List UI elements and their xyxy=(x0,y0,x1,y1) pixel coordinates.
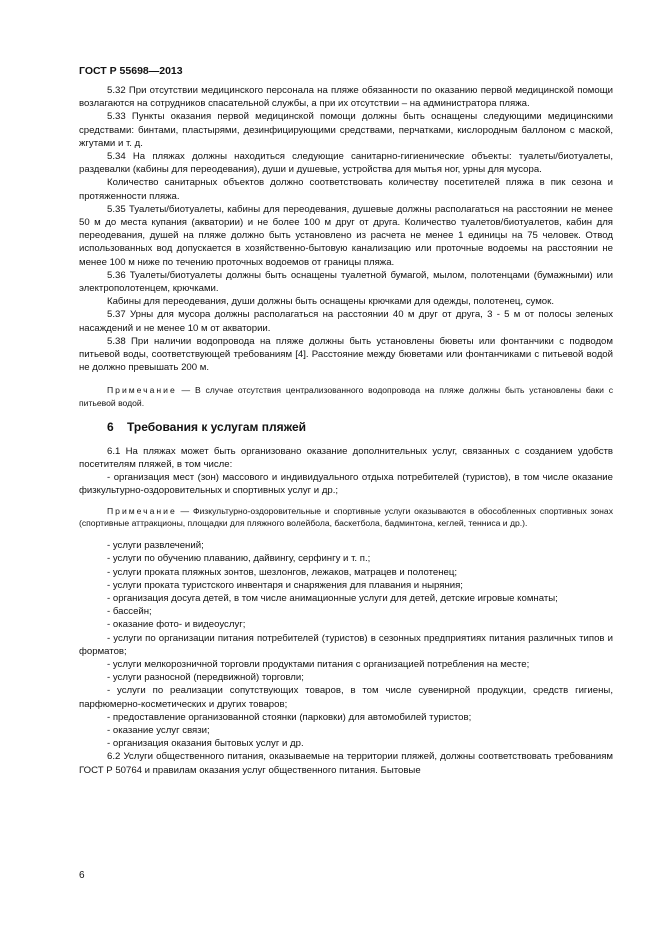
paragraph-5-33: 5.33 Пункты оказания первой медицинской помощи должны быть оснащены следующими медицинскими средствами: бинтами, пластырями, дезинфицирующими средствами, перчатками, кислородным баллоном с маской, жгутами и т. д. xyxy=(79,111,613,149)
list-item: - услуги разносной (передвижной) торговли; xyxy=(107,672,304,684)
list-item: - предоставление организованной стоянки (парковки) для автомобилей туристов; xyxy=(107,711,472,723)
list-item: - услуги развлечений; xyxy=(107,540,204,552)
note-label: Примечание xyxy=(107,505,177,516)
list-item: - услуги проката туристского инвентаря и снаряжения для плавания и ныряния; xyxy=(107,579,463,591)
document-header: ГОСТ Р 55698—2013 xyxy=(79,65,183,77)
paragraph-5-38: 5.38 При наличии водопровода на пляже должны быть установлены бюветы или фонтанчики с подводом питьевой воды, соответствующей требованиям [4]. Расстояние между бюветами или фонтанчиками с питьевой водой не должно превышать 200 м. xyxy=(79,335,613,374)
list-item: - услуги проката пляжных зонтов, шезлонгов, лежаков, матрацев и полотенец; xyxy=(107,566,457,578)
list-item: - оказание фото- и видеоуслуг; xyxy=(107,619,246,631)
list-item: - услуги мелкорозничной торговли продуктами питания с организацией потребления на месте; xyxy=(107,658,530,670)
list-item: - оказание услуг связи; xyxy=(107,724,210,736)
services-list xyxy=(79,539,613,750)
paragraph-5-37: 5.37 Урны для мусора должны располагаться на расстоянии 40 м друг от друга, 3 - 5 м от полосы зеленых насаждений и не менее 10 м от акватории. xyxy=(79,309,613,334)
paragraph-5-34-cont: Количество санитарных объектов должно соответствовать количеству посетителей пляжа в пик сезона и протяженности пляжа. xyxy=(79,177,613,202)
note-label: Примечание xyxy=(107,385,177,396)
paragraph-5-36: 5.36 Туалеты/биотуалеты должны быть оснащены туалетной бумагой, мылом, полотенцами (бумажными) или электрополотенцем, крючками. xyxy=(79,269,613,295)
page-number: 6 xyxy=(79,870,85,881)
section-title: Требования к услугам пляжей xyxy=(127,419,306,434)
paragraph-5-35: 5.35 Туалеты/биотуалеты, кабины для переодевания, душевые должны располагаться на расстоянии не менее 50 м до места купания (акватории) и не более 100 м друг от друга. Количество туалетов/биотуалетов, кабин для переодевания, душей на пляже должно быть установлено из расчета не менее 1 единицы на 75 человек. Отвод использованных вод допускается в хозяйственно-бытовую канализацию или проточные водоемы на расстоянии не менее 100 м ниже по течению проточных водоемов от границы пляжа. xyxy=(79,203,613,268)
list-item: - услуги по реализации сопутствующих товаров, в том числе сувенирной продукции, средств гигиены, парфюмерно-косметических и других товаров; xyxy=(79,685,613,710)
list-item: - бассейн; xyxy=(107,606,152,618)
list-item: - услуги по обучению плаванию, дайвингу, серфингу и т. п.; xyxy=(107,553,371,565)
section-number: 6 xyxy=(107,419,114,434)
paragraph-5-36-cont: Кабины для переодевания, души должны быть оснащены крючками для одежды, полотенец, сумок. xyxy=(107,296,555,308)
list-item: - услуги по организации питания потребителей (туристов) в сезонных предприятиях питания различных типов и форматов; xyxy=(79,632,613,657)
section-6-heading xyxy=(107,419,613,435)
paragraph-5-34: 5.34 На пляжах должны находиться следующие санитарно-гигиенические объекты: туалеты/биотуалеты, раздевалки (кабины для переодевания), души и душевые, устройства для мытья ног, урны для мусора. xyxy=(79,151,613,176)
note-water-supply xyxy=(79,384,613,408)
note-text: — В случае отсутствия централизованного водопровода на пляже должны быть установлены баки с питьевой водой. xyxy=(79,385,613,408)
document-body xyxy=(79,84,613,777)
list-item-first: - организация мест (зон) массового и индивидуального отдыха потребителей (туристов), в том числе оказание физкультурно-оздоровительных и спортивных услуг и др.; xyxy=(79,472,613,497)
paragraph-6-1: 6.1 На пляжах может быть организовано оказание дополнительных услуг, связанных с созданием удобств посетителям пляжей, в том числе: xyxy=(79,445,613,471)
note-text: — Физкультурно-оздоровительные и спортивные услуги оказываются в обособленных спортивных зонах (спортивные аттракционы, площадки для пляжного волейбола, баскетбола, бадминтона, кеглей, тенниса и др.). xyxy=(79,505,613,528)
list-item: - организация досуга детей, в том числе анимационные услуги для детей, детские игровые комнаты; xyxy=(107,592,558,604)
note-sports-zones xyxy=(79,505,613,529)
paragraph-5-32: 5.32 При отсутствии медицинского персонала на пляже обязанности по оказанию первой медицинской помощи возлагаются на сотрудников спасательной службы, а при их отсутствии – на администратора пляжа. xyxy=(79,85,613,110)
list-item: - организация оказания бытовых услуг и др. xyxy=(107,738,304,750)
paragraph-6-2: 6.2 Услуги общественного питания, оказываемые на территории пляжей, должны соответствовать требованиям ГОСТ Р 50764 и правилам оказания услуг общественного питания. Бытовые xyxy=(79,751,613,776)
